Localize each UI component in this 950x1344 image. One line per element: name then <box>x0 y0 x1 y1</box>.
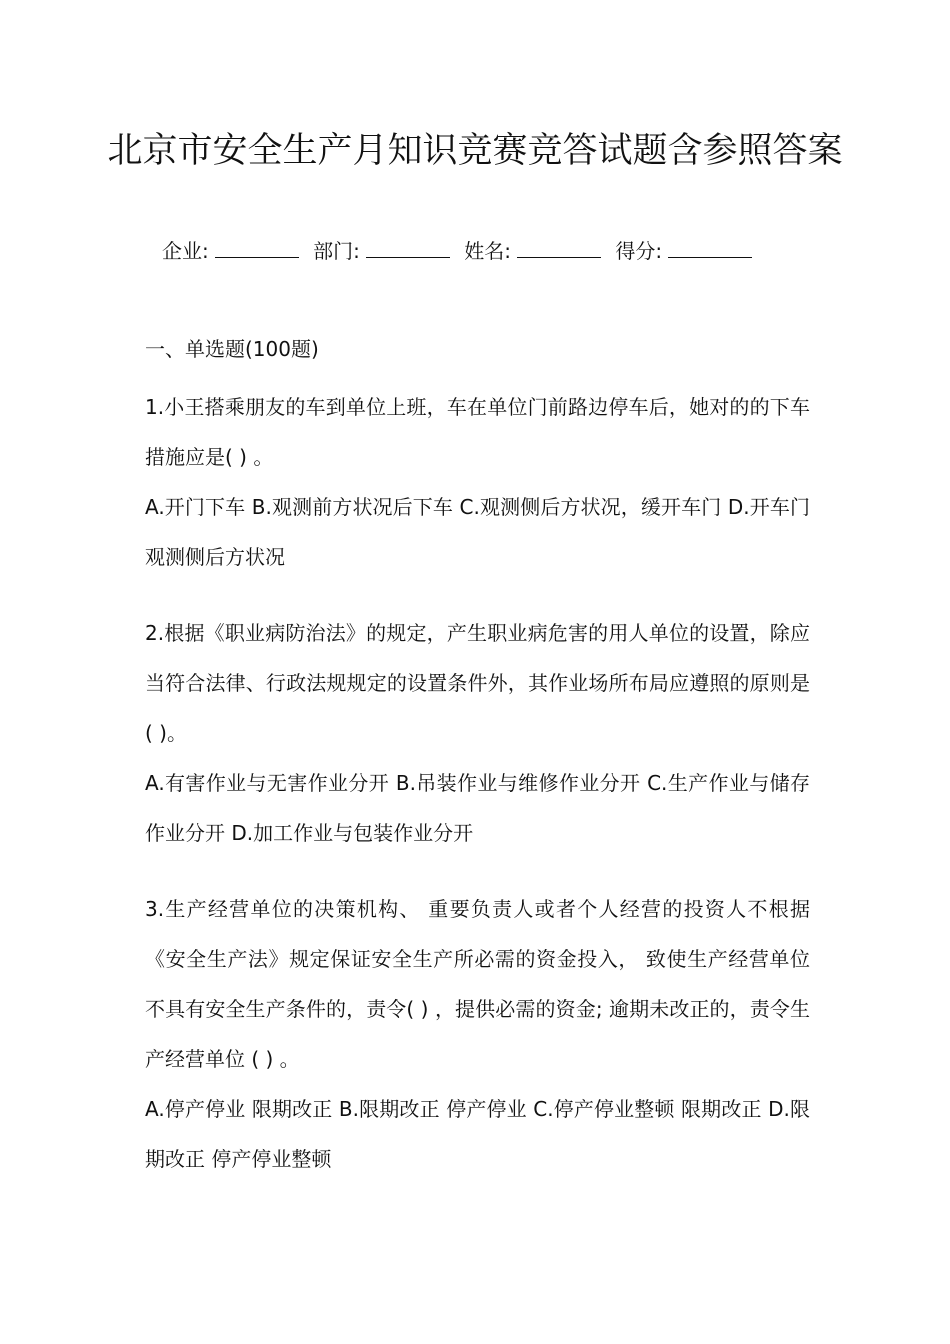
field-department <box>313 236 450 266</box>
question-options: A.开门下车 B.观测前方状况后下车 C.观测侧后方状况，缓开车门 D.开车门观测侧后方状况 <box>145 495 810 569</box>
field-company-blank[interactable] <box>215 237 299 258</box>
field-company <box>162 236 299 266</box>
question-options: A.有害作业与无害作业分开 B.吊装作业与维修作业分开 C.生产作业与储存作业分开 D.加工作业与包装作业分开 <box>145 771 810 845</box>
field-company-label: 企业: <box>162 239 209 263</box>
document-content <box>145 332 810 1210</box>
field-name-blank[interactable] <box>517 237 601 258</box>
section-heading: 一、单选题(100题) <box>145 337 319 361</box>
question-2 <box>145 608 810 858</box>
question-stem: 1.小王搭乘朋友的车到单位上班，车在单位门前路边停车后，她对的的下车措施应是( ) 。 <box>145 395 810 469</box>
question-3 <box>145 884 810 1184</box>
question-options: A.停产停业 限期改正 B.限期改正 停产停业 C.停产停业整顿 限期改正 D.限期改正 停产停业整顿 <box>145 1097 810 1171</box>
field-score-blank[interactable] <box>668 237 752 258</box>
info-fields <box>162 236 822 266</box>
field-department-blank[interactable] <box>366 237 450 258</box>
document-title: 北京市安全生产月知识竞赛竞答试题含参照答案 <box>107 131 843 171</box>
field-score-label: 得分: <box>615 239 663 263</box>
field-name <box>464 236 601 266</box>
field-department-label: 部门: <box>313 239 360 263</box>
field-score <box>615 236 752 266</box>
question-stem: 3.生产经营单位的决策机构、 重要负责人或者个人经营的投资人不根据《安全生产法》规定保证安全生产所必需的资金投入， 致使生产经营单位不具有安全生产条件的，责令( ) ，提供必需的资金; 逾期未改正的，责令生产经营单位 ( ) 。 <box>145 897 810 1071</box>
question-1 <box>145 382 810 582</box>
question-stem: 2.根据《职业病防治法》的规定，产生职业病危害的用人单位的设置，除应当符合法律、行政法规规定的设置条件外，其作业场所布局应遵照的原则是( )。 <box>145 621 810 745</box>
field-name-label: 姓名: <box>464 239 511 263</box>
